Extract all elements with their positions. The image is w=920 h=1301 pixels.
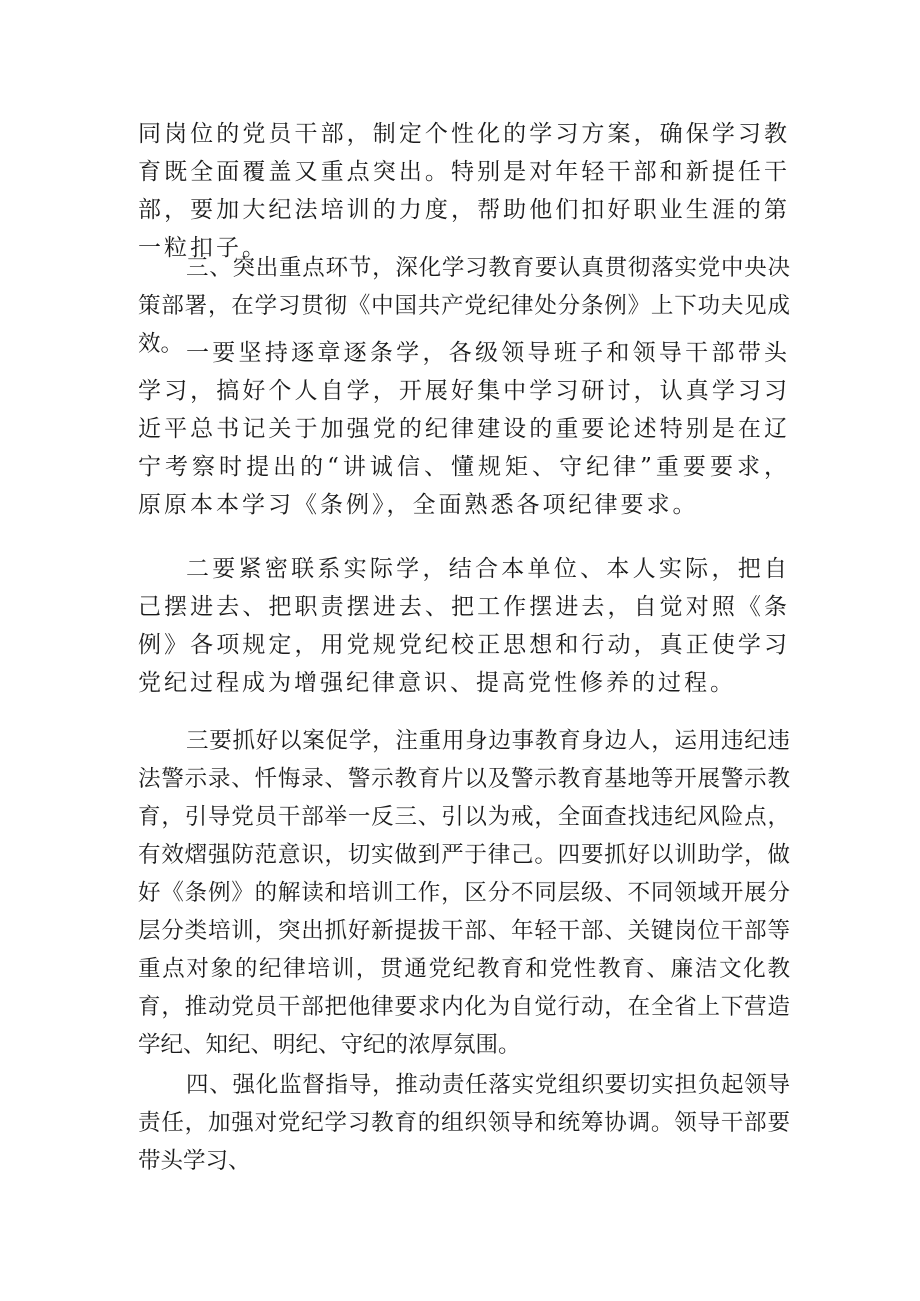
section-heading-three: 三、突出重点环节，深化学习教育要认真贯彻落实党中央决策部署，在学习贯彻《中国共产党纪律处分条例》上下功夫见成效。 xyxy=(138,255,790,357)
paragraph-point-three-four: 三要抓好以案促学，注重用身边事教育身边人，运用违纪违法警示录、忏悔录、警示教育片以及警示教育基地等开展警示教育，引导党员干部举一反三、引以为戒，全面查找违纪风险点，有效熠强防范意识，切实做到严于律己。四要抓好以训助学，做好《条例》的解读和培训工作，区分不同层级、不同领域开展分层分类培训，突出抓好新提拔干部、年轻干部、关键岗位干部等重点对象的纪律培训，贯通党纪教育和党性教育、廉洁文化教育，推动党员干部把他律要求内化为自觉行动，在全省上下营造学纪、知纪、明纪、守纪的浓厚氛围。 xyxy=(138,728,790,1058)
paragraph-point-one: 一要坚持逐章逐条学，各级领导班子和领导干部带头学习，搞好个人自学，开展好集中学习研讨，认真学习习近平总书记关于加强党的纪律建设的重要论述特别是在辽宁考察时提出的“讲诚信、懂规矩、守纪律”重要要求，原原本本学习《条例》，全面熟悉各项纪律要求。 xyxy=(138,340,790,518)
paragraph-point-two: 二要紧密联系实际学，结合本单位、本人实际，把自己摆进去、把职责摆进去、把工作摆进去，自觉对照《条例》各项规定，用党规党纪校正思想和行动，真正使学习党纪过程成为增强纪律意识、提高党性修养的过程。 xyxy=(138,556,790,696)
paragraph-continuation: 同岗位的党员干部，制定个性化的学习方案，确保学习教育既全面覆盖又重点突出。特别是对年轻干部和新提任干部，要加大纪法培训的力度，帮助他们扣好职业生涯的第一粒扣子。 xyxy=(138,121,790,261)
section-heading-four: 四、强化监督指导，推动责任落实党组织要切实担负起领导责任，加强对党纪学习教育的组织领导和统筹协调。领导干部要带头学习、 xyxy=(138,1072,790,1174)
